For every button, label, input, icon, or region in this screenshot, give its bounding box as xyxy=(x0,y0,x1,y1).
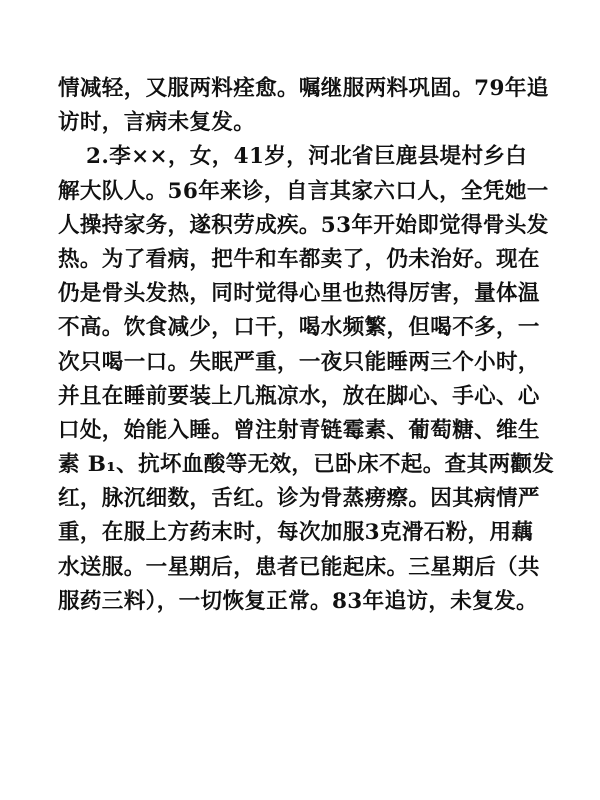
text-line-10: 并且在睡前要装上几瓶凉水，放在脚心、手心、心 xyxy=(58,383,540,409)
text-line-5: 人操持家务，遂积劳成疾。53年开始即觉得骨头发 xyxy=(58,212,549,238)
text-line-14: 重，在服上方药末时，每次加服3克滑石粉，用藕 xyxy=(58,520,534,546)
text-line-4: 解大队人。56年来诊，自言其家六口人，全凭她一 xyxy=(58,178,549,204)
text-line-8: 不高。饮食减少，口干，喝水频繁，但喝不多，一 xyxy=(58,315,540,341)
text-line-12: 素 B₁、抗坏血酸等无效，已卧床不起。查其两颧发 xyxy=(58,452,555,478)
text-line-15: 水送服。一星期后，患者已能起床。三星期后（共 xyxy=(58,554,540,580)
text-line-2: 访时，言病未复发。 xyxy=(58,110,256,136)
text-line-16: 服药三料），一切恢复正常。83年追访，未复发。 xyxy=(58,588,538,614)
text-line-13: 红，脉沉细数，舌红。诊为骨蒸痨瘵。因其病情严 xyxy=(58,486,540,512)
text-line-7: 仍是骨头发热，同时觉得心里也热得厉害，量体温 xyxy=(58,281,540,307)
text-line-1: 情减轻，又服两料痊愈。嘱继服两料巩固。79年追 xyxy=(58,76,549,101)
text-line-6: 热。为了看病，把牛和车都卖了，仍未治好。现在 xyxy=(58,246,540,272)
text-line-9: 次只喝一口。失眠严重，一夜只能睡两三个小时， xyxy=(58,349,540,375)
text-line-11: 口处，始能入睡。曾注射青链霉素、葡萄糖、维生 xyxy=(58,417,540,443)
text-line-3: 2.李××，女，41岁，河北省巨鹿县堤村乡白 xyxy=(86,144,528,170)
body-text xyxy=(58,72,555,619)
